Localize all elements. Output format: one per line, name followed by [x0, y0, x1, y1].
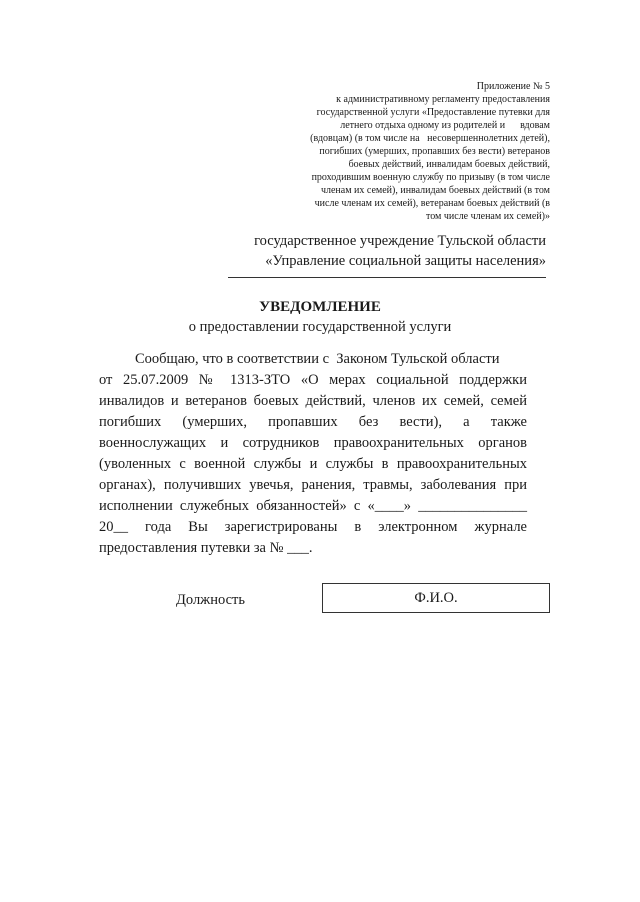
recipient-line-1: государственное учреждение Тульской области: [254, 233, 546, 249]
appendix-line: проходившим военную службу по призыву (в том числе: [311, 172, 550, 183]
body-line: Сообщаю, что в соответствии с Законом Тульской области: [135, 351, 500, 367]
recipient-block: [200, 231, 546, 271]
appendix-header: [250, 80, 550, 223]
appendix-line: к административному регламенту предоставления: [336, 94, 550, 105]
body-line: органах), получивших увечья, ранения, травмы, заболевания при: [99, 477, 527, 493]
document-title: УВЕДОМЛЕНИЕ: [259, 299, 381, 315]
appendix-line: Приложение № 5: [476, 81, 550, 92]
position-label: Должность: [176, 592, 245, 608]
appendix-line: боевых действий, инвалидам боевых действий,: [348, 159, 550, 170]
body-line: (уволенных с военной службы и службы в правоохранительных: [99, 456, 527, 472]
body-line: от 25.07.2009 № 1313-ЗТО «О мерах социальной поддержки: [99, 372, 527, 388]
body-line: предоставления путевки за № ___.: [99, 540, 313, 556]
appendix-line: том числе членам их семей)»: [426, 211, 550, 222]
recipient-line-2: «Управление социальной защиты населения»: [265, 253, 546, 269]
recipient-underline: [228, 277, 546, 278]
appendix-line: членам их семей), инвалидам боевых действий (в том: [320, 185, 550, 196]
body-line: 20__ года Вы зарегистрированы в электронном журнале: [99, 519, 527, 535]
appendix-line: летнего отдыха одному из родителей и вдовам: [340, 120, 550, 131]
fio-box: Ф.И.О.: [322, 583, 550, 613]
body-line: исполнении служебных обязанностей» с «____» _______________: [99, 498, 527, 514]
appendix-line: (вдовцам) (в том числе на несовершеннолетних детей),: [310, 133, 550, 144]
appendix-line: числе членам их семей), ветеранам боевых действий (в: [314, 198, 550, 209]
appendix-line: погибших (умерших, пропавших без вести) ветеранов: [319, 146, 550, 157]
body-line: военнослужащих и сотрудников правоохранительных органов: [99, 435, 527, 451]
body-line: инвалидов и ветеранов боевых действий, членов их семей, семей: [99, 393, 527, 409]
body-line: погибших (умерших, пропавших без вести), а также: [99, 414, 527, 430]
notification-body: [99, 349, 527, 559]
appendix-line: государственной услуги «Предоставление путевки для: [316, 107, 550, 118]
document-subtitle: о предоставлении государственной услуги: [188, 319, 452, 335]
